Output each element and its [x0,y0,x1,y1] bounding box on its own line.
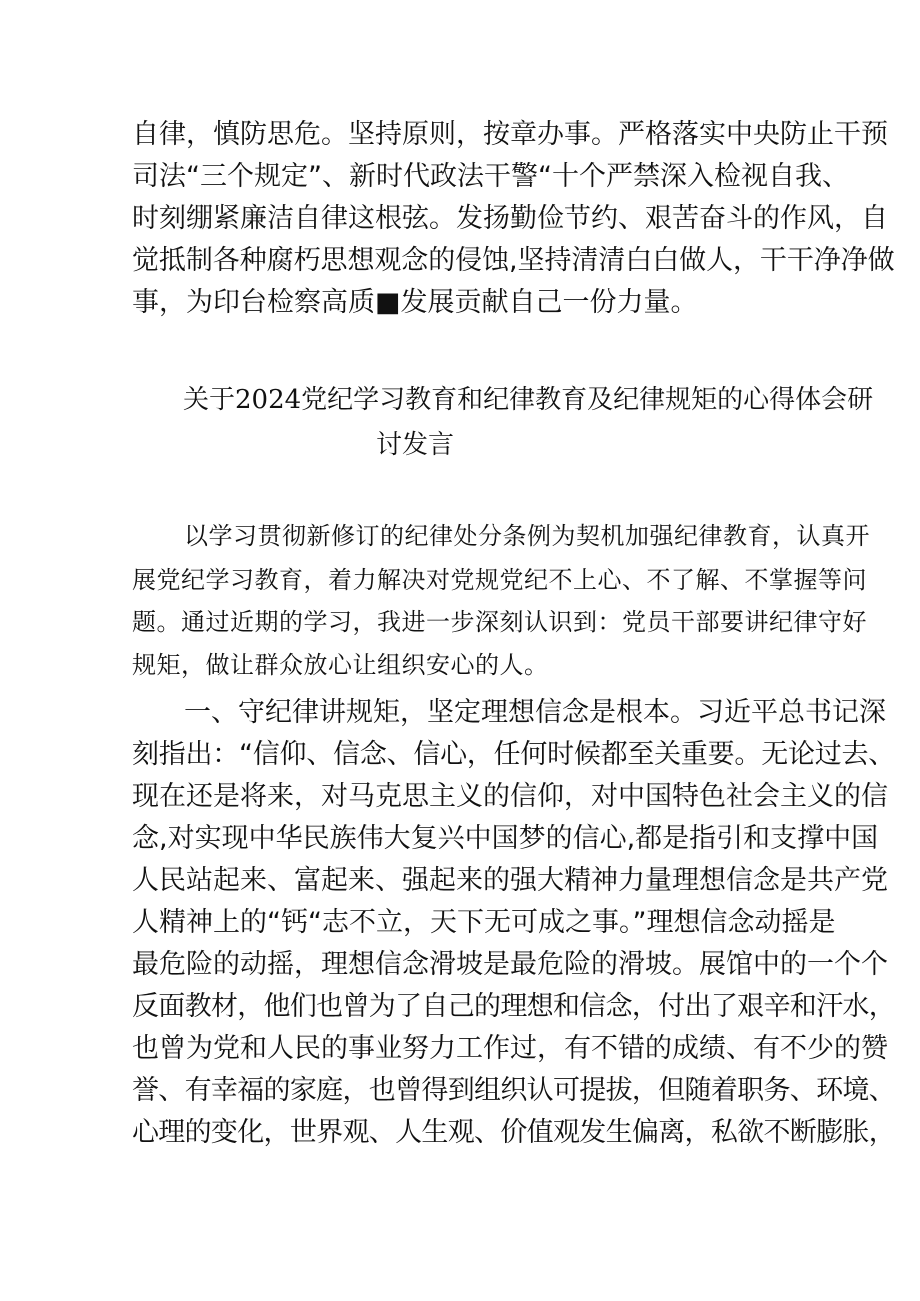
section1-line-2: 刻指出：“信仰、信念、信心，任何时候都至关重要。无论过去、 [132,739,895,770]
continuation-line-3: 时刻绷紧廉洁自律这根弦。发扬勤俭节约、艰苦奋斗的作风，自 [132,203,888,234]
intro-line-2: 展党纪学习教育，着力解决对党规党纪不上心、不了解、不掌握等问 [132,566,867,594]
section1-line-8: 反面教材，他们也曾为了自己的理想和信念，付出了艰辛和汗水， [132,991,895,1022]
intro-line-3: 题。通过近期的学习，我进一步深刻认识到：党员干部要讲纪律守好 [132,608,867,636]
continuation-line-4: 觉抵制各种腐朽思想观念的侵蚀,坚持清清白白做人，干干净净做 [132,245,895,276]
section1-line-5: 人民站起来、富起来、强起来的强大精神力量理想信念是共产党 [132,865,888,896]
section1-line-9: 也曾为党和人民的事业努力工作过，有不错的成绩、有不少的赞 [132,1033,888,1064]
article-title-line-1: 关于2024党纪学习教育和纪律教育及纪律规矩的心得体会研 [183,385,874,415]
continuation-line-2: 司法“三个规定”、新时代政法干警“十个严禁深入检视自我、 [132,161,849,192]
section1-line-1: 一、守纪律讲规矩，坚定理想信念是根本。习近平总书记深 [184,697,886,728]
section1-line-10: 誉、有幸福的家庭，也曾得到组织认可提拔，但随着职务、环境、 [132,1075,895,1106]
article-title-line-2: 讨发言 [376,430,455,460]
section1-line-11: 心理的变化，世界观、人生观、价值观发生偏离，私欲不断膨胀， [132,1117,895,1148]
intro-line-1: 以学习贯彻新修订的纪律处分条例为契机加强纪律教育，认真开 [184,522,870,550]
continuation-line-5: 事，为印台检察高质■发展贡献自己一份力量。 [132,287,698,318]
section1-line-4: 念,对实现中华民族伟大复兴中国梦的信心,都是指引和支撑中国 [132,823,879,854]
section1-line-6: 人精神上的“钙“志不立，天下无可成之事。”理想信念动摇是 [132,907,836,938]
intro-line-4: 规矩，做让群众放心让组织安心的人。 [132,651,549,679]
section1-line-3: 现在还是将来，对马克思主义的信仰，对中国特色社会主义的信 [132,781,888,812]
continuation-line-1: 自律，慎防思危。坚持原则，按章办事。严格落实中央防止干预 [132,119,888,150]
section1-line-7: 最危险的动摇，理想信念滑坡是最危险的滑坡。展馆中的一个个 [132,949,888,980]
